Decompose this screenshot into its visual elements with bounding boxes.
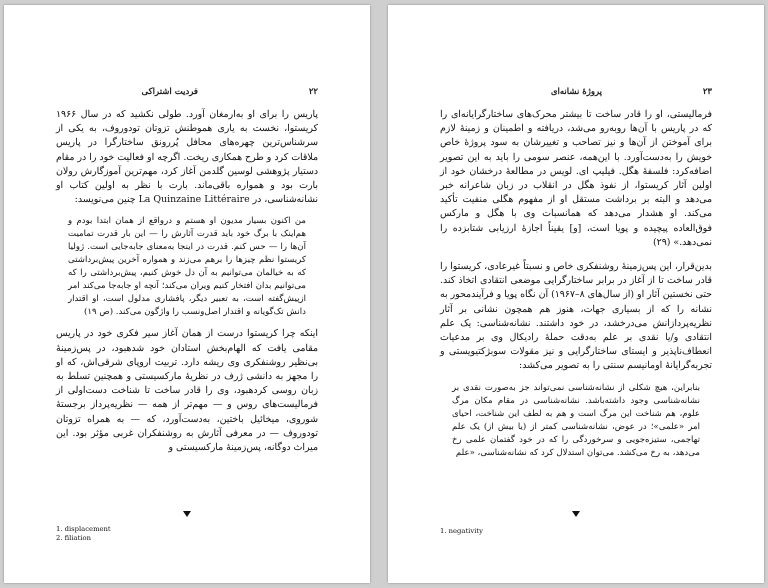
left-page-number: ۲۲: [308, 87, 318, 97]
right-book-page: [388, 5, 764, 583]
left-page-divider-mark: [183, 511, 191, 517]
left-page-header: [56, 87, 318, 101]
right-page-footnotes: [440, 527, 483, 536]
left-paragraph-1: پاریس را برای او به‌ارمغان آورد. طولی نکشید که در سال ۱۹۶۶ کریستوا، نخست به یاری هموطنش تزوتان تودوروف، به یکی از سرشناس‌ترین چهره‌های محافل پُررونق ساختارگرا در پاریس ملاقات کرد و طرح همکاری ریخت. اگرچه او فعالیت خود را در مقام دستیار پژوهشی لوسین گلدمن آغاز کرد، مهم‌ترین آموزگارش رولان بارت بود و همواره باقی‌ماند. بارت با نظر به اولین کتاب او نشانه‌شناسی، در La Quinzaine Littéraire چنین می‌نویسد:: [56, 109, 318, 206]
right-page-running-title: پروژهٔ نشانه‌ای: [550, 87, 602, 97]
footnote-1: 1. displacement: [56, 525, 111, 533]
left-page-body: [56, 108, 318, 455]
right-page-divider-mark: [572, 511, 580, 517]
footnote-1: 1. negativity: [440, 527, 483, 535]
right-paragraph-1: فرمالیستی، او را قادر ساخت تا بیشتر محرک‌های ساختارگرایانه‌ای را که در پاریس با آن‌ها روبه‌رو می‌شد، دریافته و اطمینان و زمینهٔ لازم برای آموختن از آن‌ها و نیز تصاحب و تغییرشان به سود پروژهٔ خاص خویش را به‌دست‌آورد. با این‌همه، عنصر سومی را باید به این تصویر اضافه‌کرد: فلسفهٔ هگل. فیلیپ ای. لویس در مطالعهٔ درخشان خود از اولین آثار کریستوا، از نفوذ هگل در انقلاب در زبان شاعرانه خبر می‌دهد و البته بر برداشت مستقل او از مفهوم هگلی منفیت تأکید می‌کند. او هشدار می‌دهد که همانسبات وی با هگل و مارکس فوق‌العاده پیچیده و پویا است، [و] یقیناً اجازهٔ ارزیابی شتابزده را نمی‌دهد.» (۲۹): [440, 109, 712, 248]
right-page-body: [440, 108, 712, 468]
left-block-quote: من اکنون بسیار مدیون او هستم و درواقع از همان ابتدا بودم و هم‌اینک با برگ خود باید قدرت آثارش را — این بار قدرت تمامیت آن‌ها را — حس کنم. قدرت در اینجا به‌معنای جابه‌جایی است. ژولیا کریستوا نظم چیزها را برهم می‌زند و همواره آخرین پیش‌برداشتی که به خیالمان می‌توانیم به آن دل خوش کنیم، پیش‌برداشتی را که می‌توانیم بدان افتخار کنیم ویران می‌کند؛ آنچه او جابه‌جا می‌کند امر ازپیش‌گفته است، به تعبیر دیگر، پافشاری مدلول است، او اقتدار دانش تک‌گویانه و اقتدار اصل‌ونسب را واژگون می‌کند. (ص ۱۹): [68, 216, 306, 318]
right-page-number: ۲۳: [702, 87, 712, 97]
left-page-footnotes: [56, 525, 111, 543]
footnote-2: 2. filiation: [56, 534, 91, 542]
right-paragraph-2: بدین‌قرار، این پس‌زمینهٔ روشنفکری خاص و نسبتاً غیرعادی، کریستوا را قادر ساخت تا از آغاز در برابر ساختارگرایی موضعی انتقادی اتخاذ کند. حتی نخستین آثار او (از سال‌های ۸–۱۹۶۷) آن نگاه پویا و فرآیندمحور به نشانه را که از بسیاری جهات، هنوز هم همچون نشانی بر آثار نظریه‌پردازانش می‌درخشد، در خود داشتند. نشانه‌شناسی: یک علم انتقادی و/یا نقدی بر علم به‌دقت حملهٔ رادیکال وی بر مدعیات انعطاف‌ناپذیر و ایستای ساختارگرایی و نیز مقولات سوبژکتیویستی و تجربه‌گرایانهٔ اومانیسم سنتی را به تصویر می‌کشد:: [440, 261, 712, 372]
left-book-page: [4, 5, 370, 583]
left-paragraph-2: اینکه چرا کریستوا درست از همان آغاز سیر فکری خود در پاریس مقامی یافت که الهام‌بخش استادان خود شدهبود، در پس‌زمینهٔ بی‌نظیر روشنفکری وی ریشه دارد. تربیت اروپای شرقی‌اش، که او را مجهز به دانشی ژرف در نظریهٔ مارکسیستی و همچنین تسلط به زبان روسی کردهبود، وی را قادر ساخت تا شناخت دست‌اولی از فرمالیست‌های روس و — مهم‌تر از همه — نظریه‌پرداز برجستهٔ شوروی، میخائیل باختین، به‌دست‌آورد، که — به همراه تزوتان تودوروف — در معرفی آثارش به روشنفکران غربی مؤثر بود. این میراث دوگانه، پس‌زمینهٔ مارکسیستی و: [56, 328, 318, 454]
left-page-running-title: فردیت اشتراکی: [141, 87, 198, 97]
right-page-header: [440, 87, 712, 101]
right-block-quote: بنابراین، هیچ شکلی از نشانه‌شناسی نمی‌تواند جز به‌صورت نقدی بر نشانه‌شناسی وجود داشته‌باشد. نشانه‌شناسی در مقام مکان مرگ علوم، هم شناخت این مرگ است و هم به لطف این شناخت، احیای امر «علمی»؛ در عوض، نشانه‌شناسی کمتر از (یا بیش از) یک علم تهاجمی، ستیزه‌جویی و سرخوردگی را که در خود گفتمان علمی رخ می‌دهد، به رخ می‌کشد. می‌توان استدلال کرد که نشانه‌شناسی، «علم: [452, 382, 700, 458]
